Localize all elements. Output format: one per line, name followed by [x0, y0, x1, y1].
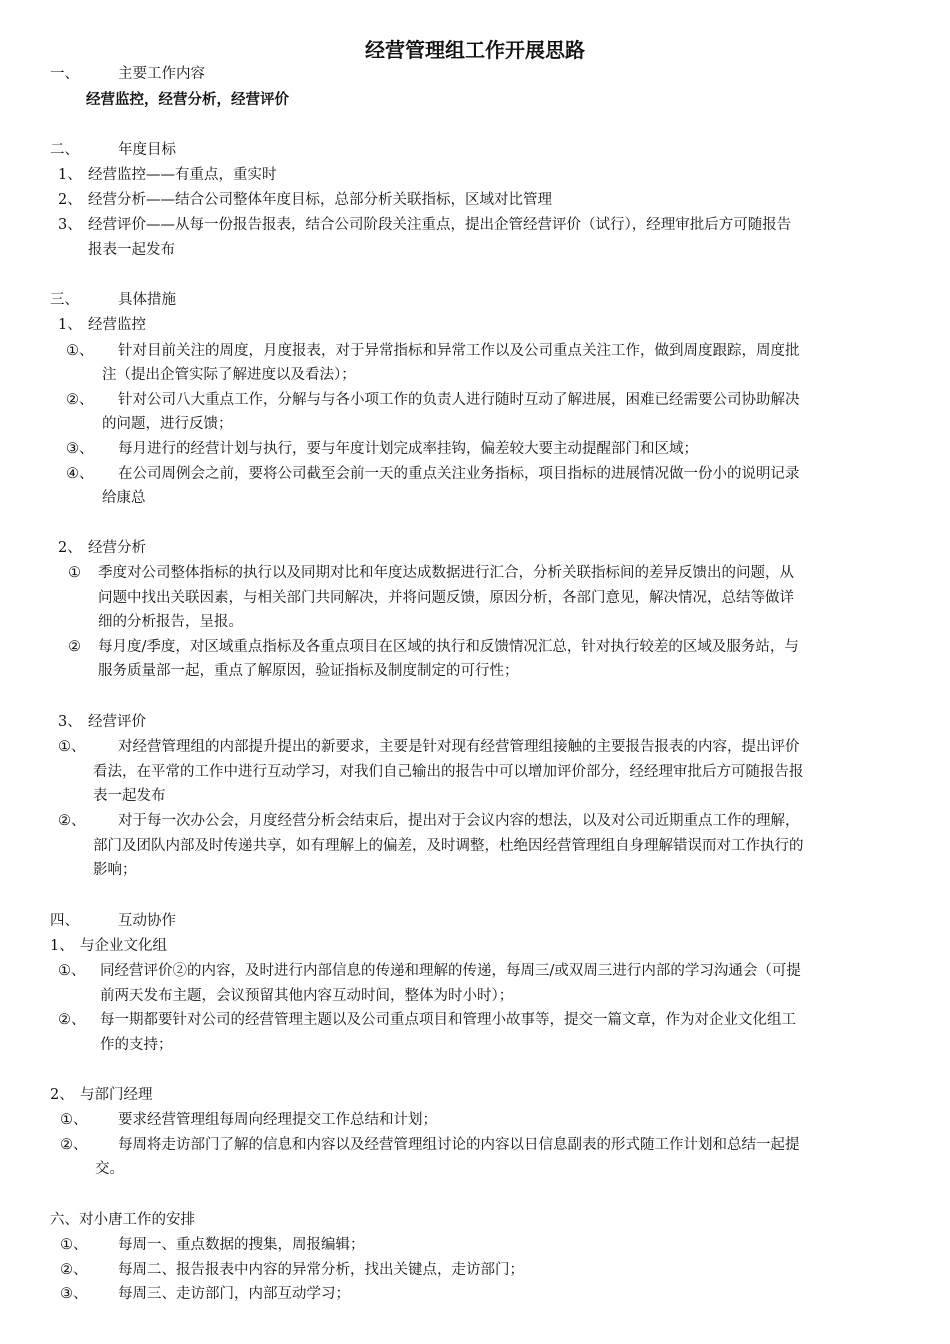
- item-number: 3、: [58, 217, 82, 233]
- subsection-number: 2、: [50, 1087, 74, 1103]
- item-continuation: 的问题，进行反馈；: [102, 416, 233, 432]
- item-number: ①、: [60, 1237, 88, 1253]
- item-text: 同经营评价②的内容，及时进行内部信息的传递和理解的传递，每周三/或双周三进行内部的学习沟通会（可提: [100, 963, 801, 979]
- item-continuation: 影响；: [93, 862, 137, 878]
- item-text: 在公司周例会之前，要将公司截至会前一天的重点关注业务指标，项目指标的进展情况做一份小的说明记录: [118, 466, 800, 482]
- subsection-heading: [58, 315, 146, 335]
- subsection-number: 2、: [58, 540, 82, 556]
- item-continuation: 问题中找出关联因素，与相关部门共同解决，并将问题反馈，原因分析，各部门意见，解决情况，总结等做详: [98, 590, 794, 606]
- item-text: 针对目前关注的周度，月度报表，对于异常指标和异常工作以及公司重点关注工作，做到周度跟踪，周度批: [118, 343, 800, 359]
- section-3-heading: [50, 290, 176, 310]
- item-text: 对经营管理组的内部提升提出的新要求，主要是针对现有经营管理组接触的主要报告报表的内容，提出评价: [118, 739, 800, 755]
- section-number: 一、: [50, 66, 79, 82]
- section-4-heading: [50, 911, 176, 931]
- item-number: ③、: [60, 1286, 88, 1302]
- collab-item: [58, 1010, 796, 1030]
- section-6-heading: 六、对小唐工作的安排: [50, 1212, 195, 1228]
- item-number: ②、: [60, 1262, 88, 1278]
- subsection-heading: [58, 712, 146, 732]
- item-text: 经营分析——结合公司整体年度目标，总部分析关联指标，区域对比管理: [88, 192, 552, 208]
- item-text: 经营监控——有重点，重实时: [88, 167, 277, 183]
- item-text: 每月进行的经营计划与执行，要与年度计划完成率挂钩，偏差较大要主动提醒部门和区域；: [118, 441, 698, 457]
- item-number: ①: [68, 565, 81, 581]
- schedule-item: [60, 1284, 350, 1304]
- section-title: 具体措施: [118, 292, 176, 308]
- item-text: 针对公司八大重点工作，分解与与各小项工作的负责人进行随时互动了解进展，困难已经需要公司协助解决: [118, 392, 800, 408]
- collab-item: [58, 961, 801, 981]
- schedule-item: [60, 1235, 365, 1255]
- evaluation-item: [58, 811, 800, 831]
- subsection-number: 1、: [58, 317, 82, 333]
- evaluation-item: [58, 737, 800, 757]
- measure-item: [66, 464, 800, 484]
- item-text: 季度对公司整体指标的执行以及同期对比和年度达成数据进行汇合，分析关联指标间的差异反馈出的问题，从: [98, 565, 794, 581]
- item-number: ②: [68, 639, 81, 655]
- subsection-title: 经营监控: [88, 317, 146, 333]
- measure-item: [66, 341, 800, 361]
- item-number: ②、: [66, 392, 94, 408]
- goal-item: [58, 215, 792, 235]
- item-continuation: 看法，在平常的工作中进行互动学习，对我们自己输出的报告中可以增加评价部分，经经理审批后方可随报告报: [93, 764, 804, 780]
- section-title: 年度目标: [118, 142, 176, 158]
- item-continuation: 服务质量部一起，重点了解原因，验证指标及制度制定的可行性；: [98, 663, 519, 679]
- section-number: 四、: [50, 913, 79, 929]
- subsection-title: 与企业文化组: [80, 938, 167, 954]
- section-title: 主要工作内容: [118, 66, 205, 82]
- subsection-number: 3、: [58, 714, 82, 730]
- item-number: ④、: [66, 466, 94, 482]
- section-1-summary: 经营监控，经营分析，经营评价: [86, 92, 289, 108]
- item-text: 对于每一次办公会，月度经营分析会结束后，提出对于会议内容的想法，以及对公司近期重点工作的理解，: [118, 813, 800, 829]
- subsection-title: 经营分析: [88, 540, 146, 556]
- subsection-title: 经营评价: [88, 714, 146, 730]
- item-text: 每周二、报告报表中内容的异常分析，找出关键点，走访部门；: [118, 1262, 524, 1278]
- item-continuation: 部门及团队内部及时传递共享，如有理解上的偏差，及时调整，杜绝因经营管理组自身理解错误而对工作执行的: [93, 838, 804, 854]
- item-number: ①、: [66, 343, 94, 359]
- item-continuation: 作的支持；: [100, 1037, 173, 1053]
- item-number: ②、: [58, 813, 86, 829]
- item-number: ①、: [58, 963, 86, 979]
- item-text: 要求经营管理组每周向经理提交工作总结和计划；: [118, 1112, 437, 1128]
- goal-item: [58, 190, 552, 210]
- analysis-item: [68, 637, 799, 657]
- item-text: 每周将走访部门了解的信息和内容以及经营管理组讨论的内容以日信息副表的形式随工作计划和总结一起提: [118, 1137, 800, 1153]
- item-continuation: 交。: [95, 1161, 124, 1177]
- item-text: 每周一、重点数据的搜集，周报编辑；: [118, 1237, 365, 1253]
- subsection-number: 1、: [50, 938, 74, 954]
- measure-item: [66, 439, 698, 459]
- item-text: 经营评价——从每一份报告报表，结合公司阶段关注重点，提出企管经营评价（试行），经理审批后方可随报告: [88, 217, 792, 233]
- item-continuation: 注（提出企管实际了解进度以及看法）；: [102, 367, 356, 383]
- item-number: 1、: [58, 167, 82, 183]
- item-text: 每一期都要针对公司的经营管理主题以及公司重点项目和管理小故事等，提交一篇文章，作为对企业文化组工: [100, 1012, 796, 1028]
- item-continuation: 前两天发布主题，会议预留其他内容互动时间，整体为时小时）；: [100, 988, 514, 1004]
- analysis-item: [68, 563, 794, 583]
- section-1-heading: [50, 64, 205, 84]
- item-number: ③、: [66, 441, 94, 457]
- section-number: 二、: [50, 142, 79, 158]
- item-number: ①、: [60, 1112, 88, 1128]
- item-number: 2、: [58, 192, 82, 208]
- measure-item: [66, 390, 800, 410]
- schedule-item: [60, 1260, 524, 1280]
- collab-item: [60, 1135, 800, 1155]
- document-title: 经营管理组工作开展思路: [365, 38, 585, 62]
- subsection-heading: [50, 936, 167, 956]
- goal-item: [58, 165, 277, 185]
- item-text: 每周三、走访部门，内部互动学习；: [118, 1286, 350, 1302]
- collab-item: [60, 1110, 437, 1130]
- item-number: ②、: [58, 1012, 86, 1028]
- item-number: ①、: [58, 739, 86, 755]
- item-continuation: 给康总: [102, 490, 146, 506]
- subsection-heading: [58, 538, 146, 558]
- subsection-title: 与部门经理: [80, 1087, 153, 1103]
- subsection-heading: [50, 1085, 153, 1105]
- goal-item-continuation: 报表一起发布: [88, 242, 175, 258]
- item-continuation: 表一起发布: [93, 788, 166, 804]
- item-text: 每月度/季度，对区域重点指标及各重点项目在区域的执行和反馈情况汇总，针对执行较差的区域及服务站，与: [98, 639, 799, 655]
- item-number: ②、: [60, 1137, 88, 1153]
- section-title: 互动协作: [118, 913, 176, 929]
- section-2-heading: [50, 140, 176, 160]
- item-continuation: 细的分析报告，呈报。: [98, 614, 243, 630]
- section-number: 三、: [50, 292, 79, 308]
